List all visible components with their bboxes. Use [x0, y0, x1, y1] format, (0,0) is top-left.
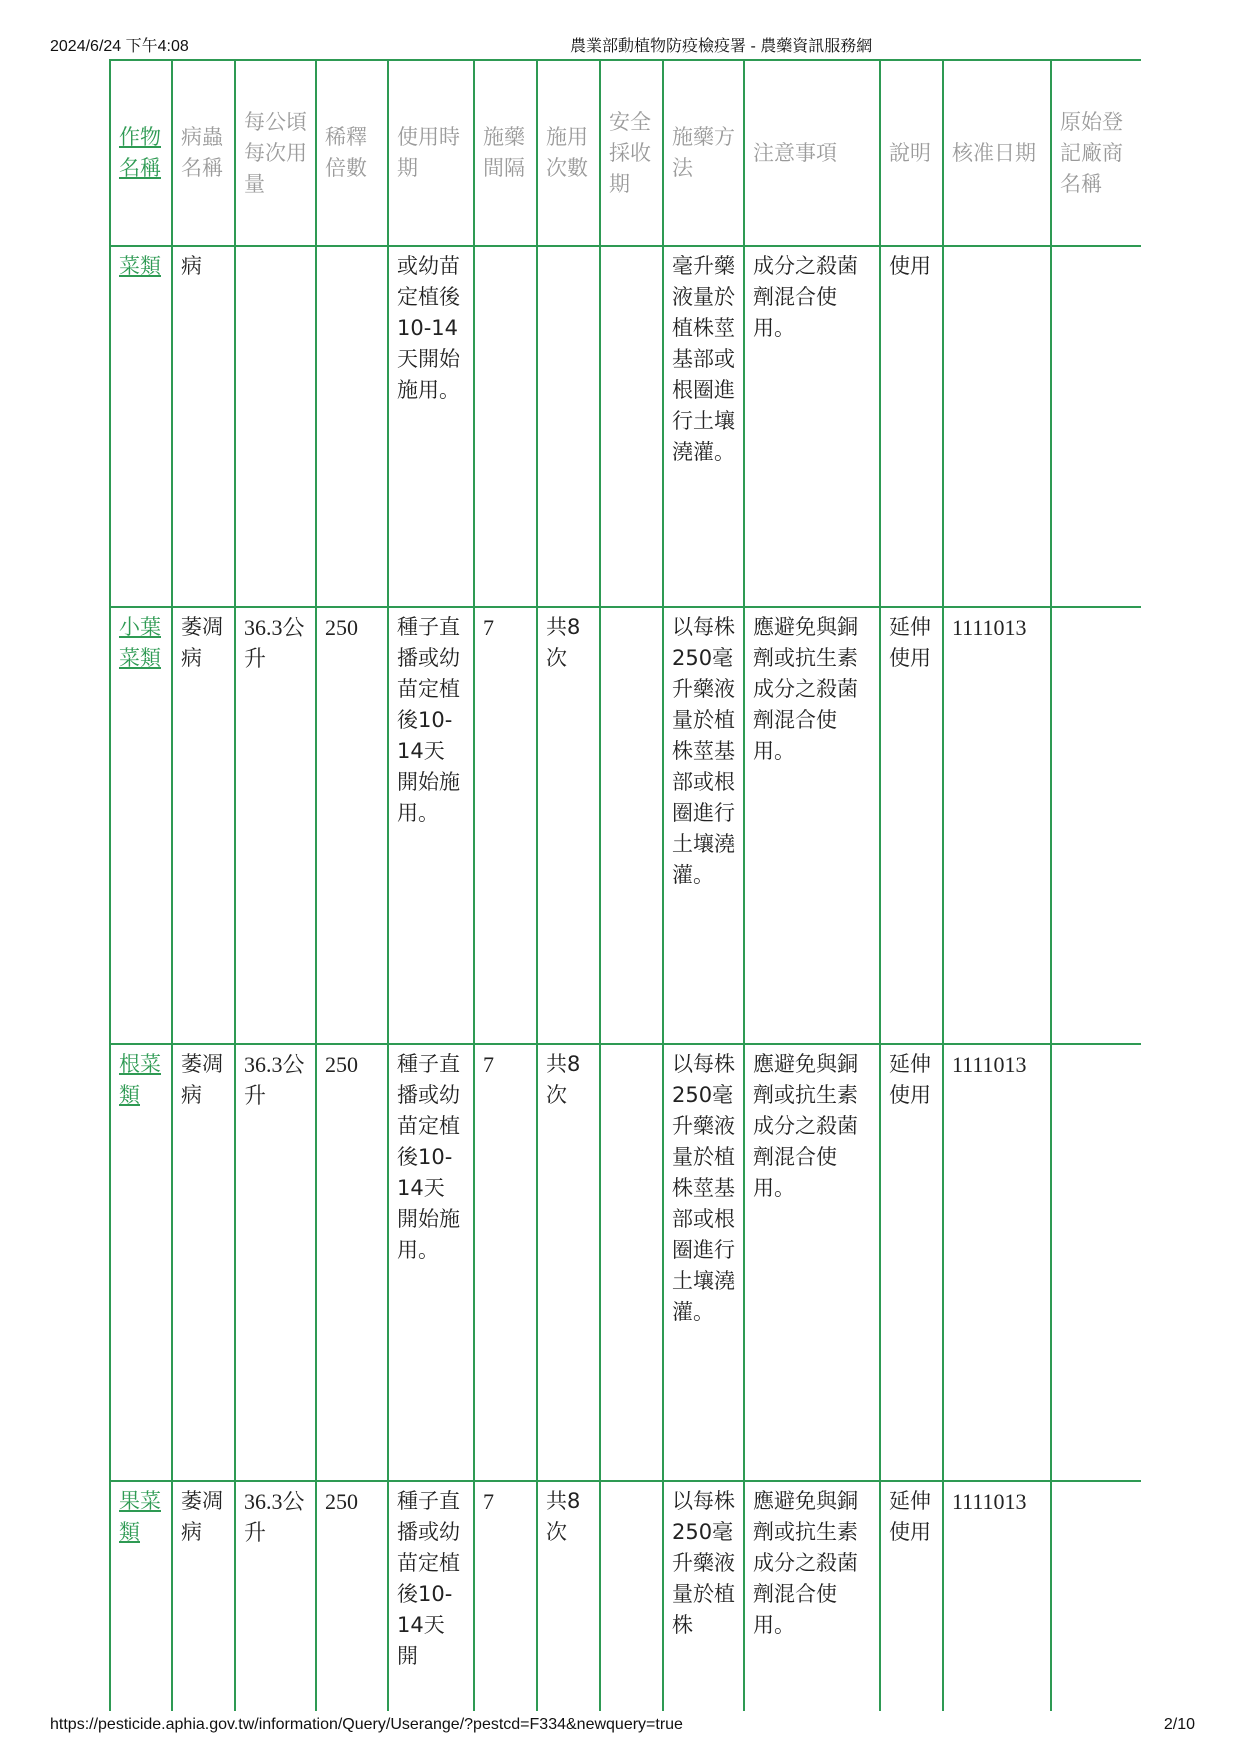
header-approval-date: 核准日期 [943, 60, 1051, 246]
header-crop-name[interactable]: 作物名稱 [110, 60, 172, 246]
cell-approval-date: 1111013 [943, 607, 1051, 1044]
table-row [110, 246, 1141, 607]
cell-notes: 應避免與銅劑或抗生素成分之殺菌劑混合使用。 [744, 1044, 880, 1481]
cell-pest: 萎凋病 [172, 1481, 235, 1711]
cell-crop[interactable] [110, 607, 172, 1044]
cell-pest: 萎凋病 [172, 607, 235, 1044]
cell-notes: 應避免與銅劑或抗生素成分之殺菌劑混合使用。 [744, 1481, 880, 1711]
cell-dilution: 250 [316, 1044, 388, 1481]
cell-approval-date: 1111013 [943, 1481, 1051, 1711]
header-notes: 注意事項 [744, 60, 880, 246]
table-row [110, 1044, 1141, 1481]
header-description: 說明 [880, 60, 943, 246]
cell-registrant [1051, 246, 1141, 607]
header-harvest-interval: 安全採收期 [600, 60, 663, 246]
cell-crop[interactable] [110, 1044, 172, 1481]
cell-times: 共8次 [537, 607, 600, 1044]
cell-dilution: 250 [316, 607, 388, 1044]
cell-description: 延伸使用 [880, 1044, 943, 1481]
cell-interval [474, 246, 537, 607]
header-times: 施用次數 [537, 60, 600, 246]
cell-times [537, 246, 600, 607]
cell-method: 以每株250毫升藥液量於植株莖基部或根圈進行土壤澆灌。 [663, 607, 744, 1044]
cell-approval-date: 1111013 [943, 1044, 1051, 1481]
header-pest-name: 病蟲名稱 [172, 60, 235, 246]
table-row [110, 607, 1141, 1044]
cell-notes: 應避免與銅劑或抗生素成分之殺菌劑混合使用。 [744, 607, 880, 1044]
table-row [110, 1481, 1141, 1711]
cell-notes: 成分之殺菌劑混合使用。 [744, 246, 880, 607]
crop-link[interactable]: 小葉菜類 [119, 615, 161, 670]
cell-method: 以每株250毫升藥液量於植株莖基部或根圈進行土壤澆灌。 [663, 1044, 744, 1481]
usage-table-container [109, 59, 1141, 1711]
cell-timing: 或幼苗定植後10-14天開始施用。 [388, 246, 474, 607]
cell-registrant [1051, 1481, 1141, 1711]
cell-timing: 種子直播或幼苗定植後10-14天開始施用。 [388, 607, 474, 1044]
cell-registrant [1051, 607, 1141, 1044]
page-url: https://pesticide.aphia.gov.tw/information/Query/Userange/?pestcd=F334&newquery=true [50, 1716, 683, 1733]
cell-harvest-interval [600, 1481, 663, 1711]
cell-description: 使用 [880, 246, 943, 607]
header-row [110, 60, 1141, 246]
header-dilution: 稀釋倍數 [316, 60, 388, 246]
cell-registrant [1051, 1044, 1141, 1481]
header-interval: 施藥間隔 [474, 60, 537, 246]
cell-approval-date [943, 246, 1051, 607]
header-method: 施藥方法 [663, 60, 744, 246]
cell-interval: 7 [474, 607, 537, 1044]
header-timing: 使用時期 [388, 60, 474, 246]
print-date: 2024/6/24 下午4:08 [50, 38, 189, 55]
cell-pest: 萎凋病 [172, 1044, 235, 1481]
crop-link[interactable]: 果菜類 [119, 1489, 161, 1544]
cell-dose: 36.3公升 [235, 1044, 316, 1481]
cell-crop[interactable] [110, 246, 172, 607]
cell-method: 毫升藥液量於植株莖基部或根圈進行土壤澆灌。 [663, 246, 744, 607]
cell-crop[interactable] [110, 1481, 172, 1711]
header-dose: 每公頃每次用量 [235, 60, 316, 246]
cell-interval: 7 [474, 1481, 537, 1711]
print-page-title: 農業部動植物防疫檢疫署 - 農藥資訊服務網 [570, 38, 873, 55]
cell-times: 共8次 [537, 1481, 600, 1711]
cell-dose: 36.3公升 [235, 1481, 316, 1711]
usage-table [109, 59, 1141, 1711]
cell-times: 共8次 [537, 1044, 600, 1481]
header-registrant: 原始登記廠商名稱 [1051, 60, 1141, 246]
cell-timing: 種子直播或幼苗定植後10-14天開始施用。 [388, 1044, 474, 1481]
cell-dose: 36.3公升 [235, 607, 316, 1044]
crop-link[interactable]: 菜類 [119, 254, 161, 278]
cell-method: 以每株250毫升藥液量於植株 [663, 1481, 744, 1711]
cell-harvest-interval [600, 1044, 663, 1481]
cell-dose [235, 246, 316, 607]
cell-description: 延伸使用 [880, 607, 943, 1044]
cell-harvest-interval [600, 246, 663, 607]
cell-interval: 7 [474, 1044, 537, 1481]
cell-timing: 種子直播或幼苗定植後10-14天開 [388, 1481, 474, 1711]
cell-pest: 病 [172, 246, 235, 607]
crop-link[interactable]: 根菜類 [119, 1052, 161, 1107]
cell-dilution [316, 246, 388, 607]
page-number: 2/10 [1163, 1716, 1195, 1733]
cell-harvest-interval [600, 607, 663, 1044]
cell-dilution: 250 [316, 1481, 388, 1711]
cell-description: 延伸使用 [880, 1481, 943, 1711]
